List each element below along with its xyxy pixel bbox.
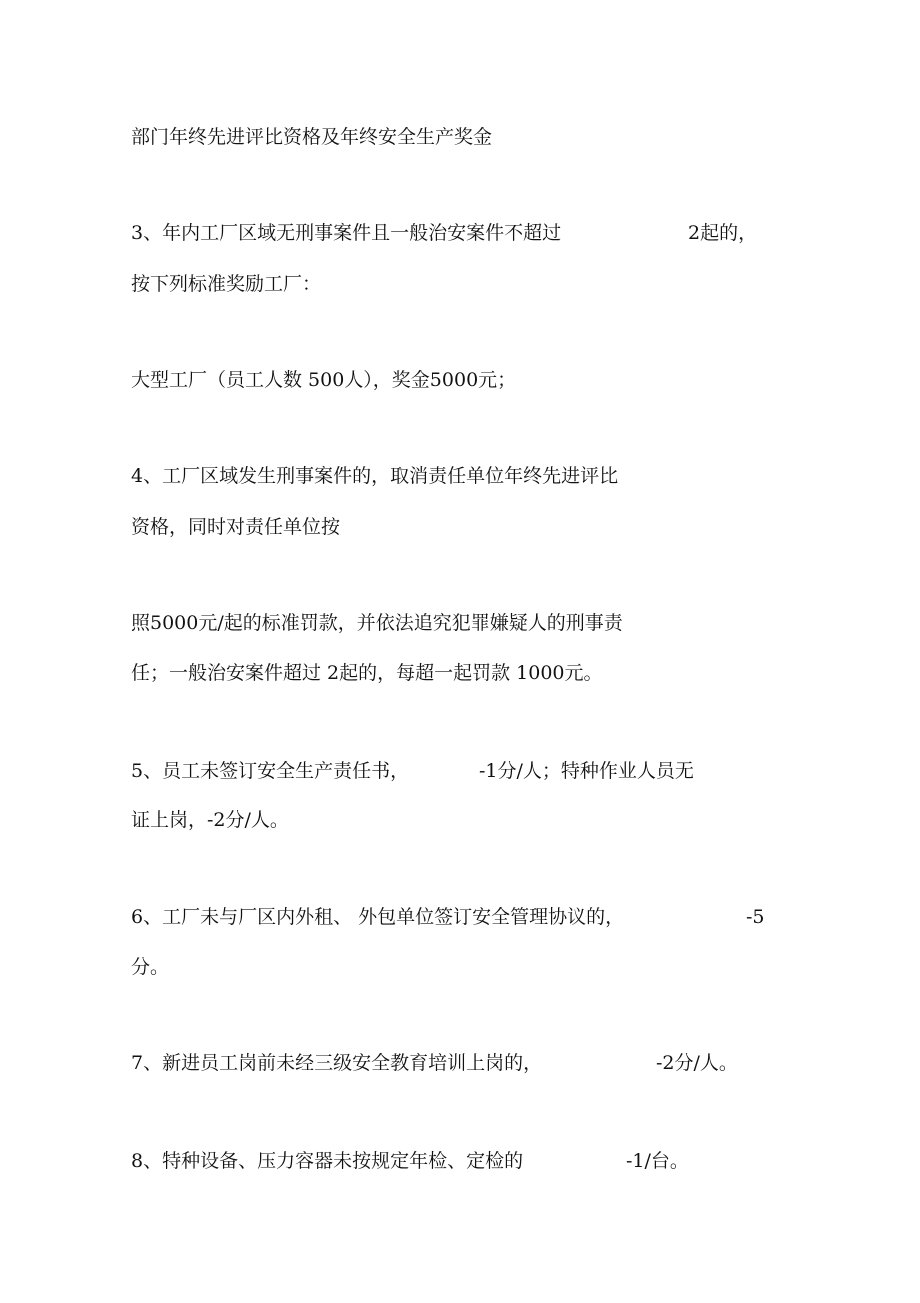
item-6-line-1-tail: -5 bbox=[746, 906, 765, 928]
item-3-line-1-tail: 2起的， bbox=[688, 222, 758, 244]
item-5-line-2: 证上岗，-2分/人。 bbox=[131, 809, 289, 831]
reward-line: 大型工厂（员工人数 500人），奖金5000元； bbox=[131, 369, 517, 391]
item-4-line-1: 4、工厂区域发生刑事案件的，取消责任单位年终先进评比 bbox=[131, 465, 619, 487]
item-7-line-1: 7、新进员工岗前未经三级安全教育培训上岗的， bbox=[131, 1052, 543, 1074]
item-8-line-1-tail: -1/台。 bbox=[626, 1150, 689, 1172]
item-4-line-4: 任；一般治安案件超过 2起的，每超一起罚款 1000元。 bbox=[131, 662, 603, 684]
item-3-line-1: 3、年内工厂区域无刑事案件且一般治安案件不超过 bbox=[131, 222, 562, 244]
item-4-line-3: 照5000元/起的标准罚款，并依法追究犯罪嫌疑人的刑事责 bbox=[131, 612, 623, 634]
item-5-line-1-tail: -1分/人；特种作业人员无 bbox=[479, 760, 694, 782]
item-5-line-1: 5、员工未签订安全生产责任书， bbox=[131, 760, 410, 782]
item-6-line-1: 6、工厂未与厂区内外租、 外包单位签订安全管理协议的， bbox=[131, 906, 625, 928]
item-3-line-2: 按下列标准奖励工厂： bbox=[131, 273, 322, 295]
item-7-line-1-tail: -2分/人。 bbox=[656, 1052, 738, 1074]
heading-line: 部门年终先进评比资格及年终安全生产奖金 bbox=[131, 126, 493, 148]
item-4-line-2: 资格，同时对责任单位按 bbox=[131, 516, 341, 538]
item-6-line-2: 分。 bbox=[131, 956, 170, 978]
item-8-line-1: 8、特种设备、压力容器未按规定年检、定检的 bbox=[131, 1150, 524, 1172]
